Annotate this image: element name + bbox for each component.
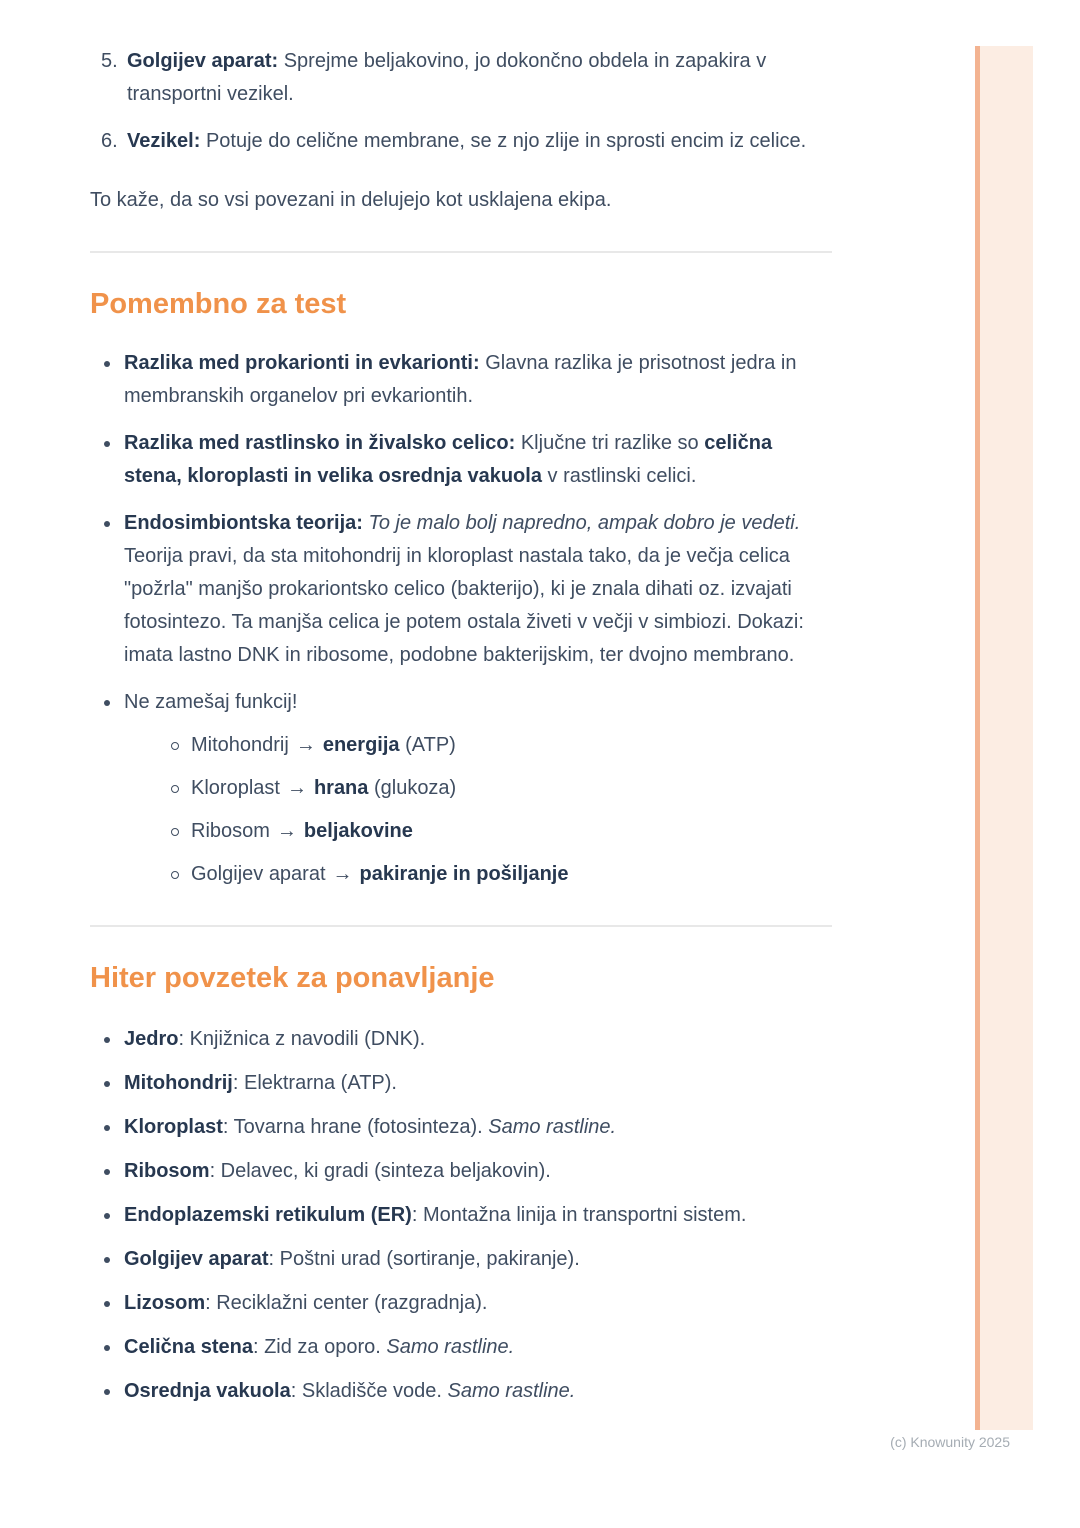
summary-item: [90, 1375, 832, 1408]
summary-text: : Reciklažni center (razgradnja).: [205, 1292, 488, 1314]
summary-item: [90, 1243, 832, 1276]
bullet-text: [124, 507, 832, 672]
circle-bullet-icon: [171, 742, 179, 750]
bullet-body: v rastlinski celici.: [541, 465, 697, 487]
bullet-marker: [90, 686, 124, 891]
item-number: 5.: [101, 50, 118, 72]
summary-text: : Poštni urad (sortiranje, pakiranje).: [268, 1248, 580, 1270]
bullet-dot-icon: [104, 1037, 110, 1043]
function-item: [158, 815, 832, 848]
summary-term: Ribosom: [124, 1160, 210, 1182]
bullet-emphasis: celična stena, kloroplasti in velika osrednja vakuola: [124, 432, 773, 487]
circle-bullet-icon: [171, 828, 179, 836]
bullet-dot-icon: [104, 441, 110, 447]
function-note: (ATP): [399, 734, 456, 756]
summary-term: Kloroplast: [124, 1116, 223, 1138]
summary-term: Lizosom: [124, 1292, 206, 1314]
bullet-marker: [90, 427, 124, 493]
summary-text: : Knjižnica z navodili (DNK).: [178, 1028, 426, 1050]
organelle-name: Golgijev aparat: [191, 863, 326, 885]
bullet-dot-icon: [104, 521, 110, 527]
function-sub-list: [158, 729, 832, 891]
function-result: pakiranje in pošiljanje: [359, 863, 569, 885]
right-arrow-icon: →: [332, 863, 353, 885]
function-result: energija: [322, 734, 400, 756]
summary-term: Mitohondrij: [124, 1072, 233, 1094]
right-arrow-icon: →: [286, 777, 307, 799]
sub-bullet-marker: [158, 772, 191, 805]
summary-term: Jedro: [124, 1028, 179, 1050]
sub-bullet-marker: [158, 729, 191, 762]
bullet-dot-icon: [104, 700, 110, 706]
bullet-body: Glavna razlika je prisotnost jedra in membranskih organelov pri evkariontih.: [124, 352, 797, 407]
bullet-item: [90, 427, 832, 493]
numbered-item: [90, 125, 832, 158]
summary-text: : Elektrarna (ATP).: [232, 1072, 397, 1094]
summary-item: [90, 1331, 832, 1364]
right-arrow-icon: →: [276, 820, 297, 842]
test-bullet-list: [90, 347, 832, 891]
function-result: hrana: [313, 777, 369, 799]
copyright-footer: (c) Knowunity 2025: [890, 1434, 1010, 1450]
summary-bullet-list: [90, 1023, 832, 1408]
sub-bullet-marker: [158, 858, 191, 891]
bullet-dot-icon: [104, 1301, 110, 1307]
item-description: Sprejme beljakovino, jo dokončno obdela in zapakira v transportni vezikel.: [127, 50, 767, 105]
item-text: [127, 45, 832, 111]
bullet-body: Ključne tri razlike so: [515, 432, 705, 454]
summary-term: Endoplazemski retikulum (ER): [124, 1204, 412, 1226]
organelle-name: Mitohondrij: [191, 734, 289, 756]
bullet-item: [90, 686, 832, 891]
function-item: [158, 858, 832, 891]
bullet-text: [124, 686, 832, 891]
summary-note: Samo rastline.: [386, 1336, 515, 1358]
section-title-test: Pomembno za test: [90, 288, 347, 320]
summary-text: : Zid za oporo.: [252, 1336, 387, 1358]
document-body: [90, 0, 832, 1408]
bullet-marker: [90, 507, 124, 672]
summary-item: [90, 1199, 832, 1232]
circle-bullet-icon: [171, 785, 179, 793]
summary-item: [90, 1067, 832, 1100]
bullet-body: Teorija pravi, da sta mitohondrij in kloroplast nastala tako, da je večja celica "požrla" manjšo prokariontsko celico (bakterijo), ki je znala dihati oz. izvajati fotosintezo. Ta manjša celica je potem ostala živeti v večji v simbiozi. Dokazi: imata lastno DNK in ribosome, podobne bakterijskim, ter dvojno membrano.: [124, 545, 804, 666]
bullet-item: [90, 347, 832, 413]
summary-text: : Delavec, ki gradi (sinteza beljakovin).: [209, 1160, 551, 1182]
section-title-summary: Hiter povzetek za ponavljanje: [90, 962, 495, 994]
summary-text: : Skladišče vode.: [290, 1380, 448, 1402]
summary-text: : Montažna linija in transportni sistem.: [411, 1204, 747, 1226]
bullet-dot-icon: [104, 1389, 110, 1395]
section-divider: [90, 251, 832, 253]
sub-bullet-marker: [158, 815, 191, 848]
bullet-text: [124, 427, 832, 493]
bullet-marker: [90, 347, 124, 413]
bullet-body: Ne zamešaj funkcij!: [124, 691, 298, 713]
bullet-item: [90, 507, 832, 672]
summary-term: Golgijev aparat: [124, 1248, 269, 1270]
process-numbered-list: [90, 0, 832, 158]
bullet-dot-icon: [104, 1213, 110, 1219]
bullet-dot-icon: [104, 1125, 110, 1131]
bullet-lead: Razlika med rastlinsko in živalsko celico:: [124, 432, 516, 454]
item-text: [127, 125, 832, 158]
summary-item: [90, 1023, 832, 1056]
bullet-dot-icon: [104, 1081, 110, 1087]
item-term: Golgijev aparat:: [127, 50, 279, 72]
summary-item: [90, 1287, 832, 1320]
bullet-dot-icon: [104, 1257, 110, 1263]
summary-term: Celična stena: [124, 1336, 253, 1358]
numbered-item: [90, 45, 832, 111]
side-accent-stripe: [975, 46, 1033, 1430]
bullet-aside: To je malo bolj napredno, ampak dobro je vedeti.: [362, 512, 801, 534]
summary-note: Samo rastline.: [447, 1380, 576, 1402]
item-description: Potuje do celične membrane, se z njo zlije in sprosti encim iz celice.: [200, 130, 807, 152]
summary-item: [90, 1111, 832, 1144]
right-arrow-icon: →: [295, 734, 316, 756]
item-number: 6.: [101, 130, 118, 152]
item-term: Vezikel:: [127, 130, 201, 152]
summary-note: Samo rastline.: [488, 1116, 617, 1138]
bullet-lead: Razlika med prokarionti in evkarionti:: [124, 352, 480, 374]
summary-term: Osrednja vakuola: [124, 1380, 291, 1402]
function-note: (glukoza): [368, 777, 457, 799]
section-divider: [90, 925, 832, 927]
circle-bullet-icon: [171, 871, 179, 879]
function-item: [158, 772, 832, 805]
bullet-dot-icon: [104, 1345, 110, 1351]
bullet-dot-icon: [104, 361, 110, 367]
bullet-text: [124, 347, 832, 413]
bullet-lead: Endosimbiontska teorija:: [124, 512, 363, 534]
bullet-dot-icon: [104, 1169, 110, 1175]
organelle-name: Kloroplast: [191, 777, 280, 799]
summary-item: [90, 1155, 832, 1188]
summary-text: : Tovarna hrane (fotosinteza).: [222, 1116, 489, 1138]
function-result: beljakovine: [303, 820, 413, 842]
organelle-name: Ribosom: [191, 820, 270, 842]
closing-paragraph: To kaže, da so vsi povezani in delujejo kot usklajena ekipa.: [90, 189, 612, 211]
function-item: [158, 729, 832, 762]
